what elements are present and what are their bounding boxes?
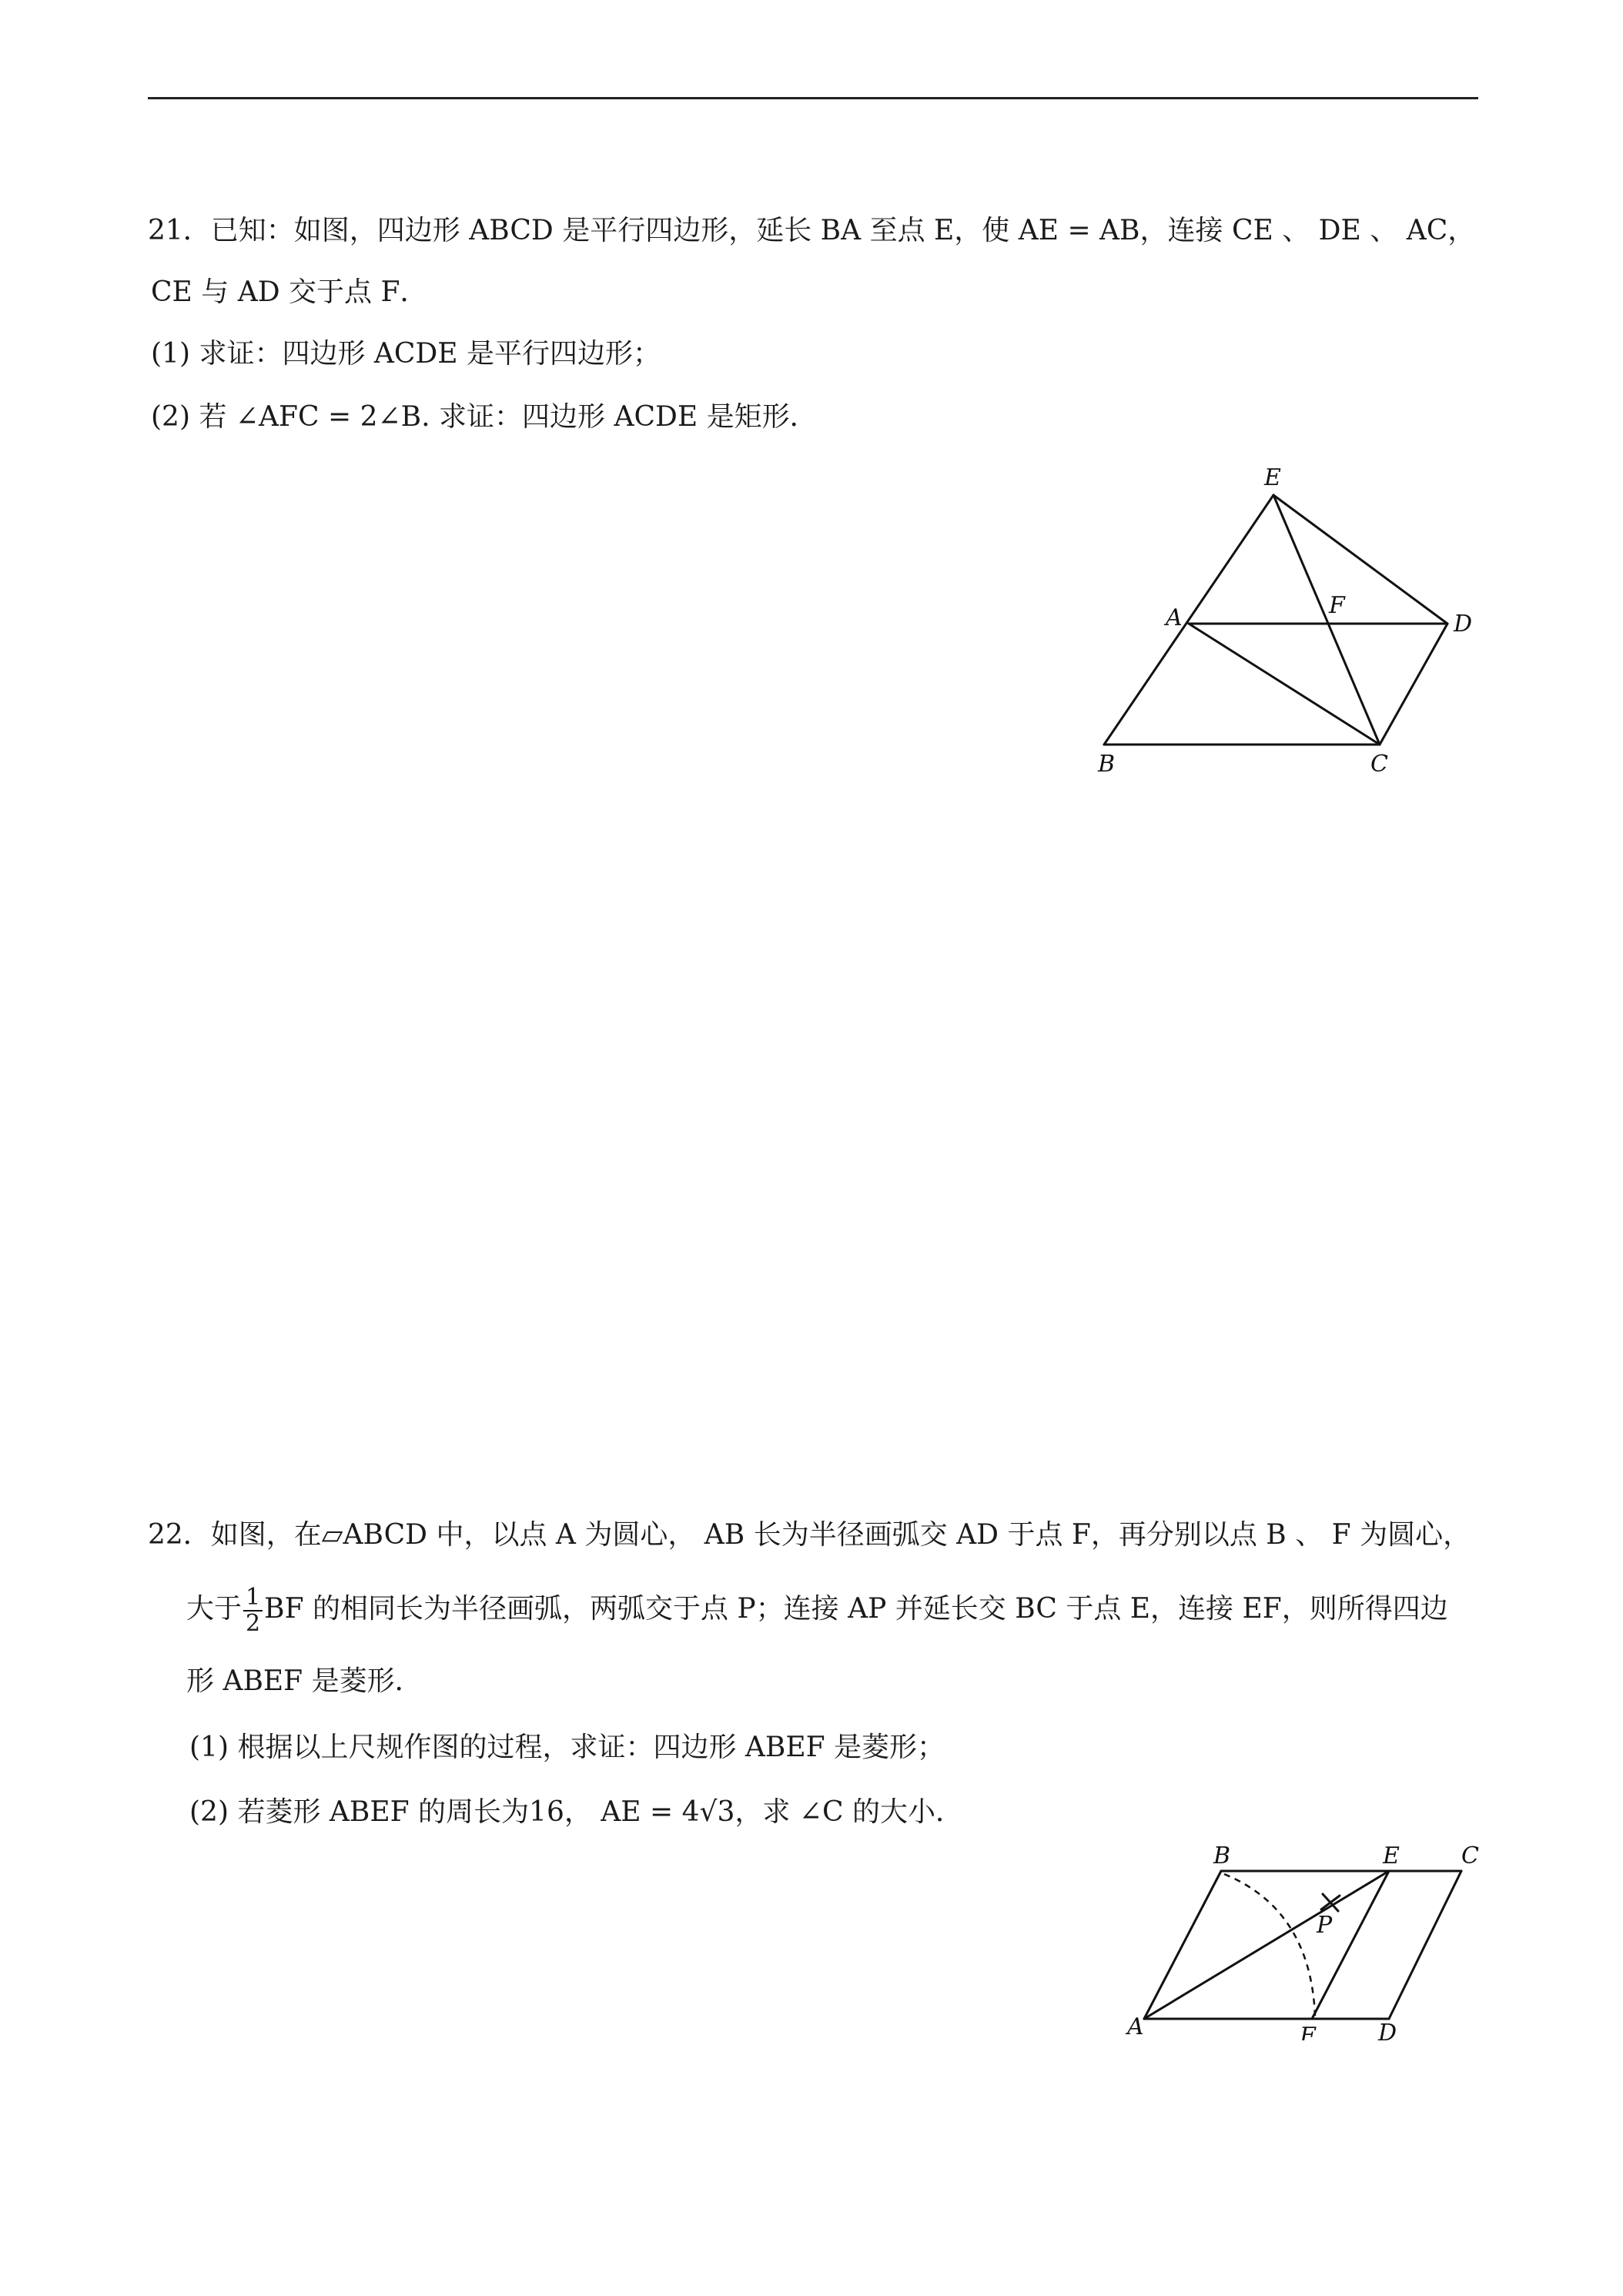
q21-line-1: 21．已知：如图，四边形 ABCD 是平行四边形，延长 BA 至点 E，使 AE = AB，连接 CE 、 DE 、 AC， xyxy=(148,215,1476,246)
q22-figure xyxy=(1109,1832,1494,2043)
construction-arc xyxy=(1224,1874,1315,2016)
label-e: E xyxy=(1264,464,1281,491)
segment-cd xyxy=(1389,1871,1461,2019)
label-d: D xyxy=(1378,2020,1397,2040)
q22-line-2-prefix: 大于 xyxy=(186,1593,243,1625)
segment-be xyxy=(1104,495,1273,745)
q22-line-3: 形 ABEF 是菱形． xyxy=(186,1665,423,1697)
fraction-denominator: 2 xyxy=(246,1610,261,1637)
segment-cd xyxy=(1380,624,1447,745)
q22-part-1: (1) 根据以上尺规作图的过程，求证：四边形 ABEF 是菱形； xyxy=(189,1732,945,1763)
q21-line-2: CE 与 AD 交于点 F． xyxy=(151,276,428,308)
fraction-numerator: 1 xyxy=(243,1585,263,1612)
q22-line-1: 22．如图，在▱ABCD 中，以点 A 为圆心， AB 长为半径画弧交 AD 于点 F，再分别以点 B 、 F 为圆心， xyxy=(148,1519,1471,1551)
label-a: A xyxy=(1166,604,1183,631)
q22-line-2 xyxy=(186,1581,1448,1637)
label-c: C xyxy=(1461,1842,1479,1869)
segment-ec xyxy=(1273,495,1380,745)
label-f: F xyxy=(1329,592,1345,619)
label-p: P xyxy=(1317,1912,1333,1939)
label-b: B xyxy=(1213,1842,1231,1869)
fraction-half xyxy=(243,1585,263,1636)
segment-ed xyxy=(1273,495,1447,624)
header-rule xyxy=(148,97,1478,99)
label-a: A xyxy=(1127,2013,1144,2040)
segment-ac xyxy=(1189,624,1380,745)
label-d: D xyxy=(1454,611,1473,638)
q22-part-2: (2) 若菱形 ABEF 的周长为16， AE = 4√3，求 ∠C 的大小． xyxy=(189,1796,963,1828)
segment-ae xyxy=(1144,1871,1389,2019)
q22-line-2-suffix: BF 的相同长为半径画弧，两弧交于点 P；连接 AP 并延长交 BC 于点 E，连接 EF，则所得四边 xyxy=(264,1593,1448,1625)
label-f: F xyxy=(1300,2023,1316,2040)
label-b: B xyxy=(1098,751,1116,778)
q21-part-1: (1) 求证：四边形 ACDE 是平行四边形； xyxy=(151,338,661,370)
label-c: C xyxy=(1370,751,1388,778)
label-e: E xyxy=(1383,1842,1400,1869)
q21-part-2: (2) 若 ∠AFC = 2∠B. 求证：四边形 ACDE 是矩形． xyxy=(151,401,818,433)
q21-figure xyxy=(1078,454,1509,788)
